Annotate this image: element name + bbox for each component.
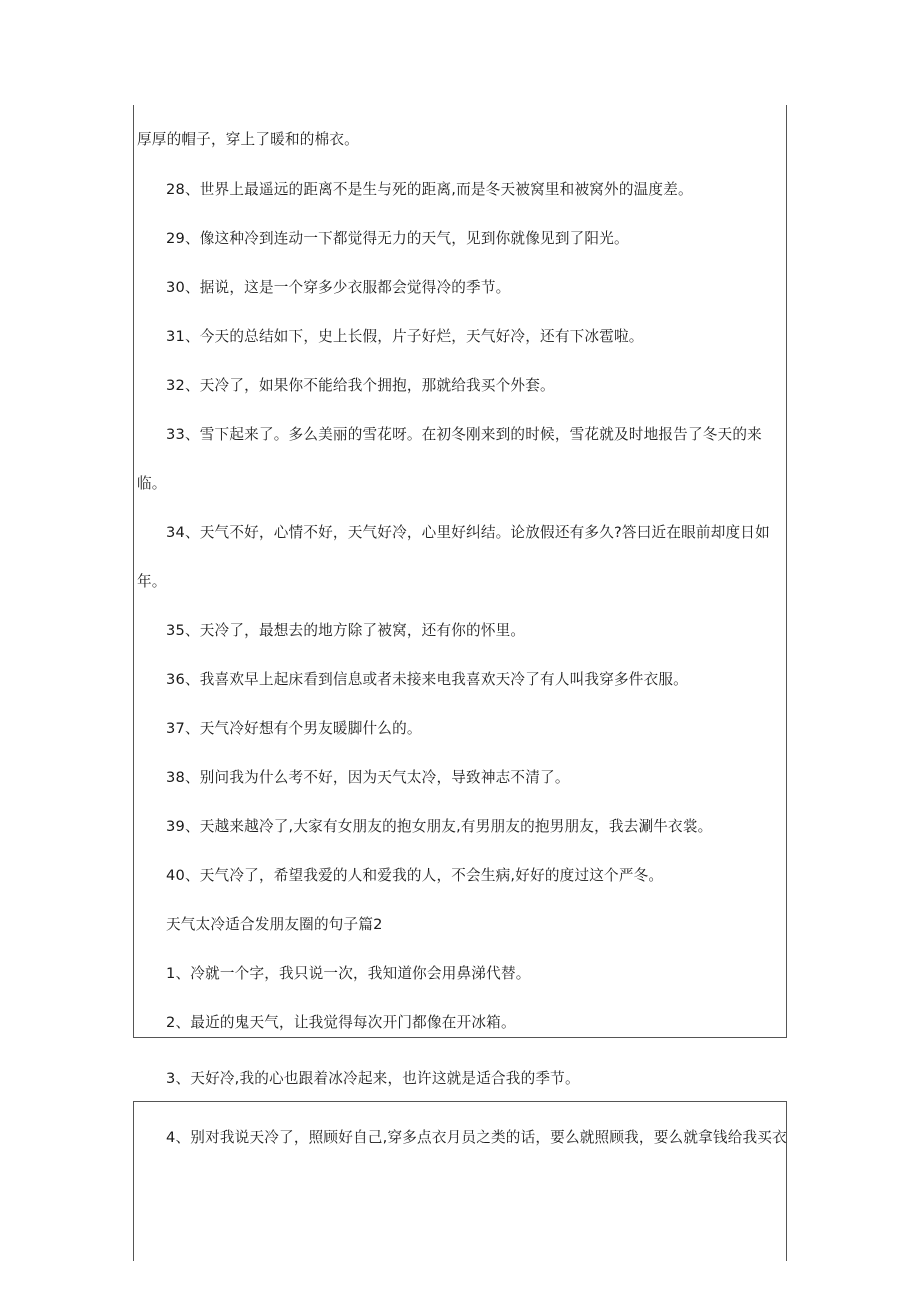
text-line: 34、天气不好，心情不好，天气好冷，心里好纠结。论放假还有多久?答曰近在眼前却度日如 bbox=[166, 524, 770, 541]
text-line: 29、像这种冷到连动一下都觉得无力的天气，见到你就像见到了阳光。 bbox=[166, 230, 629, 247]
table-frame-bottom bbox=[133, 1101, 787, 1261]
text-line: 28、世界上最遥远的距离不是生与死的距离,而是冬天被窝里和被窝外的温度差。 bbox=[166, 181, 693, 198]
text-line: 38、别问我为什么考不好，因为天气太冷，导致神志不清了。 bbox=[166, 769, 570, 786]
text-line: 36、我喜欢早上起床看到信息或者未接来电我喜欢天冷了有人叫我穿多件衣服。 bbox=[166, 671, 688, 688]
section-heading: 天气太冷适合发朋友圈的句子篇2 bbox=[166, 916, 383, 933]
text-line: 2、最近的鬼天气，让我觉得每次开门都像在开冰箱。 bbox=[166, 1014, 516, 1031]
text-line: 31、今天的总结如下，史上长假，片子好烂，天气好冷，还有下冰雹啦。 bbox=[166, 328, 644, 345]
text-line: 35、天冷了，最想去的地方除了被窝，还有你的怀里。 bbox=[166, 622, 526, 639]
text-line: 30、据说，这是一个穿多少衣服都会觉得冷的季节。 bbox=[166, 279, 511, 296]
text-line: 33、雪下起来了。多么美丽的雪花呀。在初冬刚来到的时候，雪花就及时地报告了冬天的来 bbox=[166, 426, 762, 443]
text-line: 临。 bbox=[137, 475, 167, 492]
text-line: 3、天好冷,我的心也跟着冰冷起来，也许这就是适合我的季节。 bbox=[166, 1070, 580, 1087]
text-line: 4、别对我说天冷了，照顾好自己,穿多点衣月员之类的话，要么就照顾我，要么就拿钱给我买衣 bbox=[166, 1129, 787, 1146]
text-line: 年。 bbox=[137, 573, 167, 590]
text-line: 40、天气冷了，希望我爱的人和爱我的人，不会生病,好好的度过这个严冬。 bbox=[166, 867, 664, 884]
text-line: 32、天冷了，如果你不能给我个拥抱，那就给我买个外套。 bbox=[166, 377, 555, 394]
text-line: 37、天气冷好想有个男友暖脚什么的。 bbox=[166, 720, 422, 737]
text-line: 厚厚的帽子，穿上了暖和的棉衣。 bbox=[137, 131, 359, 148]
text-line: 39、天越来越冷了,大家有女朋友的抱女朋友,有男朋友的抱男朋友，我去涮牛衣裳。 bbox=[166, 818, 713, 835]
text-line: 1、冷就一个字，我只说一次，我知道你会用鼻涕代替。 bbox=[166, 965, 531, 982]
